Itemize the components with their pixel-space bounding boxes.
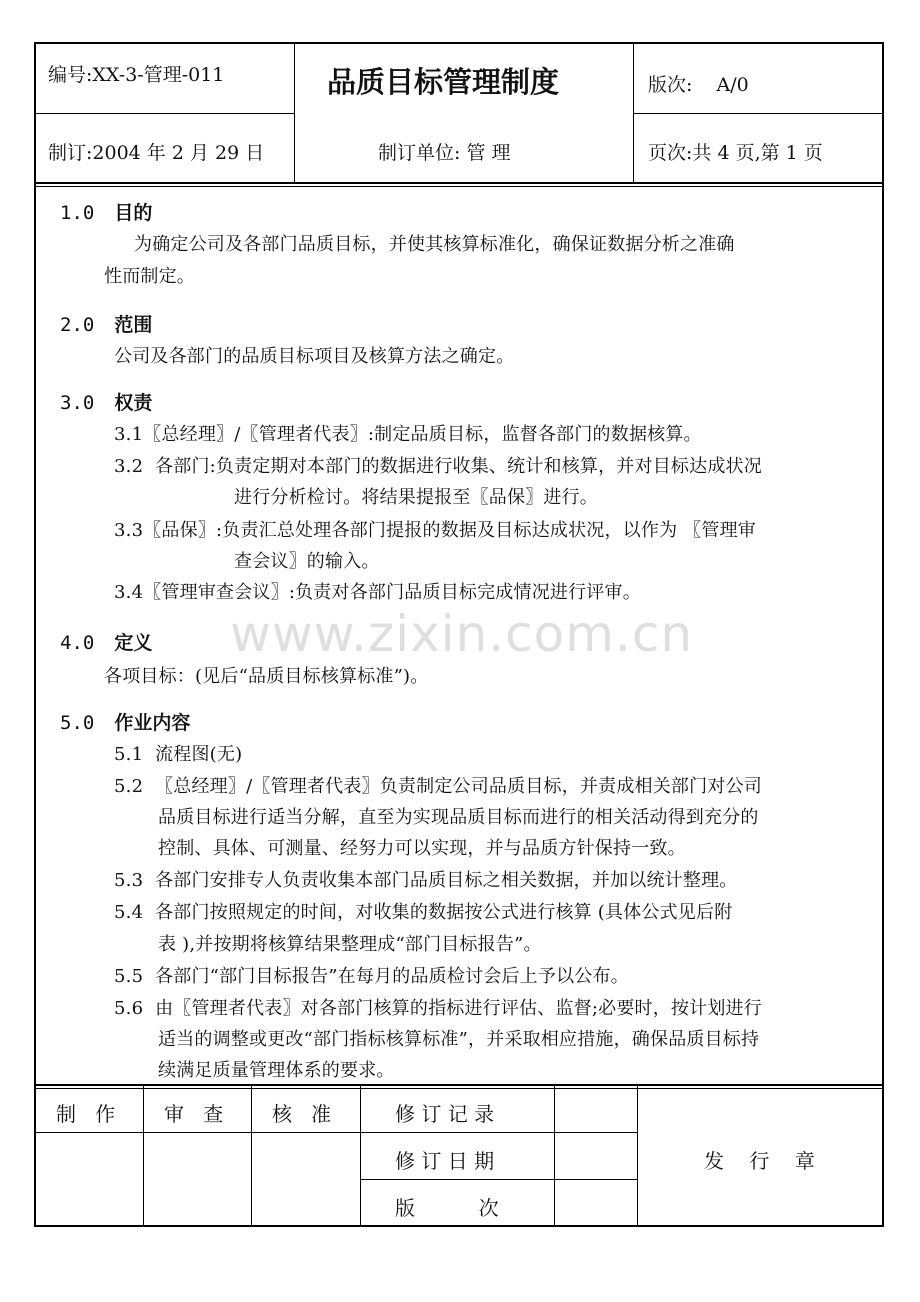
section-3-heading	[60, 388, 152, 415]
paragraph-line: 5.1 流程图(无)	[114, 744, 243, 765]
footer-col-line	[360, 1086, 361, 1226]
paragraph-line: 查会议〗的输入。	[234, 551, 380, 572]
section-title: 目的	[114, 202, 153, 224]
header-bottom-line	[34, 182, 884, 184]
section-4-heading	[60, 628, 152, 655]
page-count: 页次:共 4 页,第 1 页	[648, 142, 823, 164]
paragraph-line: 性而制定。	[104, 266, 195, 287]
paragraph-line: 各项目标：(见后“品质目标核算标准”)。	[104, 666, 429, 687]
footer-approve: 核 准	[272, 1102, 332, 1126]
section-number: 4.0	[60, 632, 95, 654]
section-5-heading	[60, 708, 190, 735]
footer-col-line	[554, 1086, 555, 1226]
paragraph-line: 3.1〖总经理〗/〖管理者代表〗:制定品质目标，监督各部门的数据核算。	[114, 424, 702, 445]
footer-col-line	[143, 1086, 144, 1226]
section-number: 3.0	[60, 392, 95, 414]
paragraph-line: 为确定公司及各部门品质目标，并使其核算标准化，确保证数据分析之准确	[134, 234, 735, 255]
document-title: 品质目标管理制度	[327, 65, 560, 99]
footer-revision-record: 修 订 记 录	[395, 1102, 495, 1126]
footer-top-line	[34, 1084, 884, 1086]
paragraph-line: 5.2 〖总经理〗/〖管理者代表〗负责制定公司品质目标，并责成相关部门对公司	[114, 776, 762, 797]
paragraph-line: 控制、具体、可测量、经努力可以实现，并与品质方针保持一致。	[158, 838, 686, 859]
doc-number: 编号:XX-3-管理-011	[48, 64, 225, 86]
header-col-line	[294, 42, 295, 183]
section-title: 范围	[114, 314, 153, 336]
watermark: www.zixin.com.cn	[230, 605, 694, 663]
paragraph-line: 5.3 各部门安排专人负责收集本部门品质目标之相关数据，并加以统计整理。	[114, 870, 738, 891]
footer-version: 版 次	[395, 1196, 499, 1220]
paragraph-line: 公司及各部门的品质目标项目及核算方法之确定。	[114, 346, 515, 367]
paragraph-line: 续满足质量管理体系的要求。	[158, 1060, 395, 1081]
footer-make: 制 作	[56, 1102, 116, 1126]
paragraph-line: 表 ),并按期将核算结果整理成“部门目标报告”。	[158, 934, 542, 955]
section-1-heading	[60, 198, 152, 225]
footer-row-line	[360, 1179, 638, 1180]
revision-date: 制订:2004 年 2 月 29 日	[48, 142, 265, 164]
footer-row-line	[34, 1132, 638, 1133]
footer-col-line	[637, 1086, 638, 1226]
section-title: 权责	[114, 392, 153, 414]
paragraph-line: 3.4〖管理审查会议〗:负责对各部门品质目标完成情况进行评审。	[114, 582, 641, 603]
section-number: 5.0	[60, 712, 95, 734]
paragraph-line: 品质目标进行适当分解，直至为实现品质目标而进行的相关活动得到充分的	[158, 807, 759, 828]
footer-issue-seal: 发 行 章	[704, 1149, 815, 1173]
paragraph-line: 适当的调整或更改“部门指标核算标准”，并采取相应措施，确保品质目标持	[158, 1029, 760, 1050]
header-col-line	[633, 42, 634, 183]
header-divider	[34, 113, 294, 114]
section-title: 作业内容	[114, 712, 191, 734]
paragraph-line: 5.4 各部门按照规定的时间，对收集的数据按公式进行核算 (具体公式见后附	[114, 902, 733, 923]
paragraph-line: 5.5 各部门“部门目标报告”在每月的品质检讨会后上予以公布。	[114, 966, 629, 987]
version-label: 版次: A/0	[648, 74, 749, 96]
header-divider	[633, 113, 883, 114]
footer-review: 审 查	[164, 1102, 224, 1126]
section-2-heading	[60, 310, 152, 337]
header-bottom-line-2	[34, 186, 884, 187]
section-number: 1.0	[60, 202, 95, 224]
paragraph-line: 3.2 各部门:负责定期对本部门的数据进行收集、统计和核算，并对目标达成状况	[114, 456, 762, 477]
section-number: 2.0	[60, 314, 95, 336]
footer-revision-date: 修 订 日 期	[395, 1149, 495, 1173]
issuing-unit: 制订单位: 管 理	[378, 142, 511, 164]
footer-top-line-2	[34, 1088, 884, 1089]
footer-col-line	[251, 1086, 252, 1226]
paragraph-line: 5.6 由〖管理者代表〗对各部门核算的指标进行评估、监督;必要时，按计划进行	[114, 998, 762, 1019]
paragraph-line: 进行分析检讨。将结果提报至〖品保〗进行。	[234, 487, 598, 508]
paragraph-line: 3.3〖品保〗:负责汇总处理各部门提报的数据及目标达成状况，以作为 〖管理审	[114, 520, 757, 541]
section-title: 定义	[114, 632, 153, 654]
